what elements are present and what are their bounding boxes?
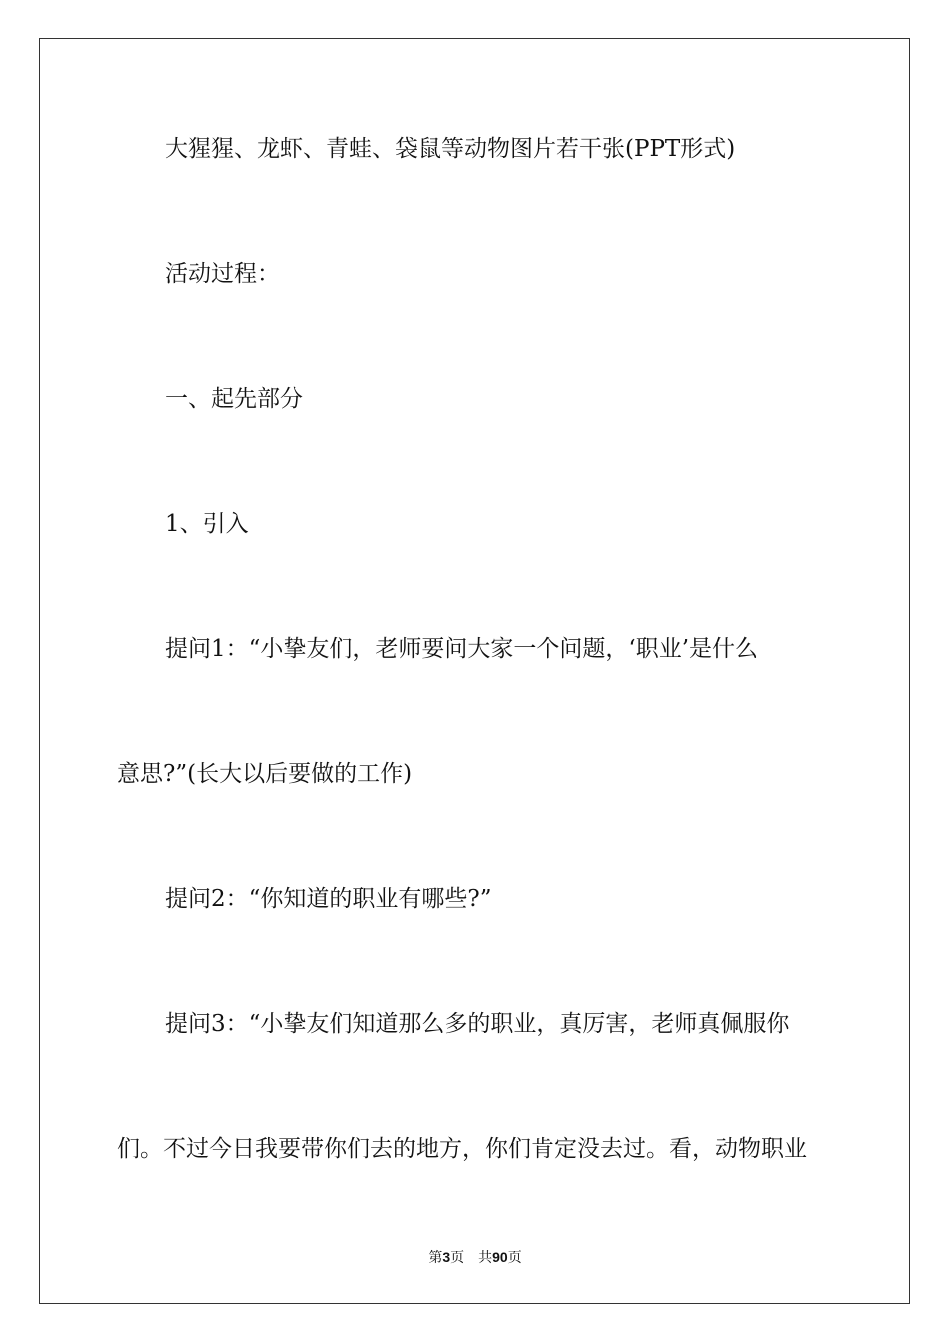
footer-total-pages: 90 (492, 1249, 508, 1265)
footer-total-prefix: 共 (478, 1250, 493, 1266)
footer-page-suffix: 页 (450, 1250, 465, 1266)
paragraph-introduction: 1、引入 (165, 511, 249, 537)
footer-page-number: 3 (442, 1249, 451, 1265)
page-border (39, 38, 910, 1304)
paragraph-activity-process: 活动过程： (165, 261, 280, 287)
paragraph-question-1: 提问1：“小挚友们，老师要问大家一个问题，‘职业’是什么 (165, 636, 759, 662)
paragraph-question-1-continued: 意思?”(长大以后要做的工作) (117, 761, 413, 787)
paragraph-materials: 大猩猩、龙虾、青蛙、袋鼠等动物图片若干张(PPT形式) (165, 136, 736, 162)
paragraph-section-one: 一、起先部分 (165, 386, 303, 412)
footer-total-suffix: 页 (507, 1250, 522, 1266)
paragraph-question-2: 提问2：“你知道的职业有哪些?” (165, 886, 492, 912)
footer-page-prefix: 第 (428, 1250, 443, 1266)
paragraph-question-3: 提问3：“小挚友们知道那么多的职业，真厉害，老师真佩服你 (165, 1011, 790, 1037)
paragraph-question-3-continued: 们。不过今日我要带你们去的地方，你们肯定没去过。看，动物职业 (117, 1136, 807, 1162)
page-footer (0, 1247, 950, 1267)
